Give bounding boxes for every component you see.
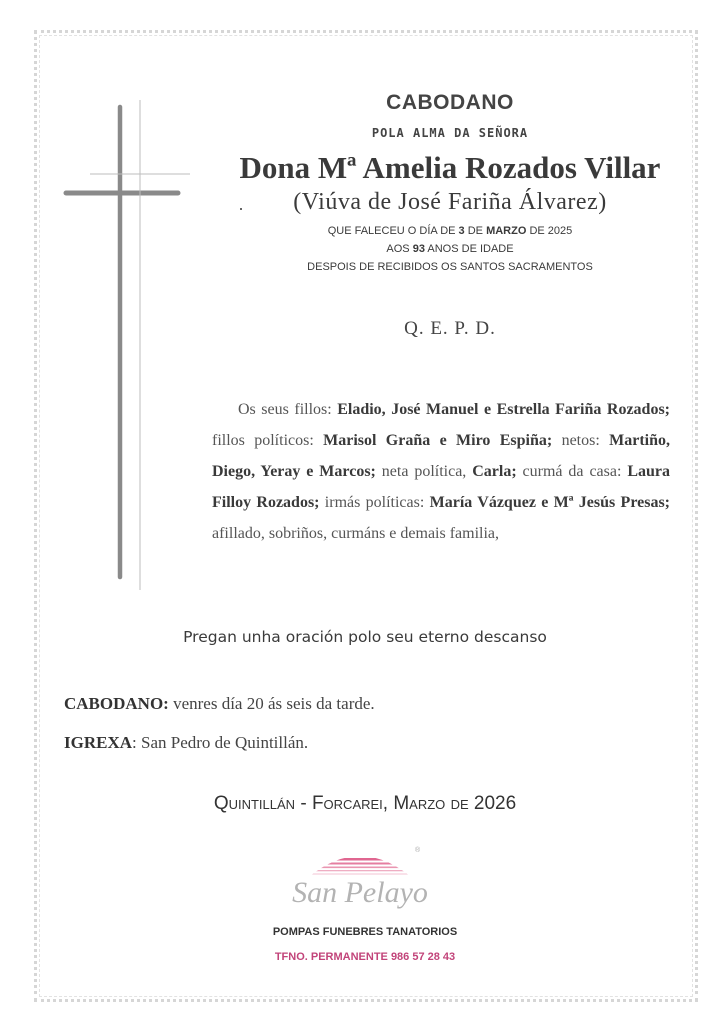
family-names: María Vázquez e Mª Jesús Presas;	[429, 494, 671, 511]
company-name: POMPAS FUNEBRES TANATORIOS	[272, 926, 458, 938]
notice-title: CABODANO	[386, 91, 514, 114]
phone-number: TFNO. PERMANENTE 986 57 28 43	[274, 951, 456, 963]
family-relation: curmá da casa:	[516, 463, 628, 480]
family-relation: afillado, sobriños, curmáns e demais familia,	[212, 525, 500, 542]
san-pelayo-logo	[290, 838, 430, 918]
cross-icon	[0, 0, 200, 600]
family-relation: Os seus fillos:	[238, 401, 338, 418]
deceased-name: Dona Mª Amelia Rozados Villar	[239, 150, 661, 185]
svg-text:®: ®	[415, 847, 421, 854]
family-names: Laura Filloy Rozados;	[212, 463, 670, 511]
sacraments-line: DESPOIS DE RECIBIDOS OS SANTOS SACRAMENTOS	[307, 261, 593, 273]
family-names: Eladio, José Manuel e Estrella Fariña Rozados;	[337, 401, 670, 418]
family-names: Martiño, Diego, Yeray e Marcos;	[212, 432, 670, 480]
family-names: Marisol Graña e Miro Espiña;	[323, 432, 553, 449]
family-relation: neta política,	[375, 463, 473, 480]
age-line: AOS 93 ANOS DE IDADE	[386, 243, 514, 255]
cabodano-info: CABODANO: venres día 20 ás seis da tarde.	[64, 694, 375, 713]
family-names: Carla;	[472, 463, 517, 480]
church-info: IGREXA: San Pedro de Quintillán.	[64, 733, 309, 752]
place-date: Quintillán - Forcarei, Marzo de 2026	[213, 793, 517, 814]
widow-of: (Viúva de José Fariña Álvarez)	[293, 189, 607, 215]
qepd: Q. E. P. D.	[404, 318, 496, 339]
family-relation: fillos políticos:	[212, 432, 324, 449]
notice-subtitle: POLA ALMA DA SEÑORA	[371, 126, 529, 140]
prayer-line: Pregan unha oración polo seu eterno descanso	[183, 628, 547, 646]
family-paragraph	[212, 394, 670, 549]
svg-text:San Pelayo: San Pelayo	[292, 876, 428, 909]
family-relation: irmás políticas:	[319, 494, 430, 511]
family-relation: netos:	[552, 432, 610, 449]
death-date-line: QUE FALECEU O DÍA DE 3 DE MARZO DE 2025	[327, 225, 573, 237]
